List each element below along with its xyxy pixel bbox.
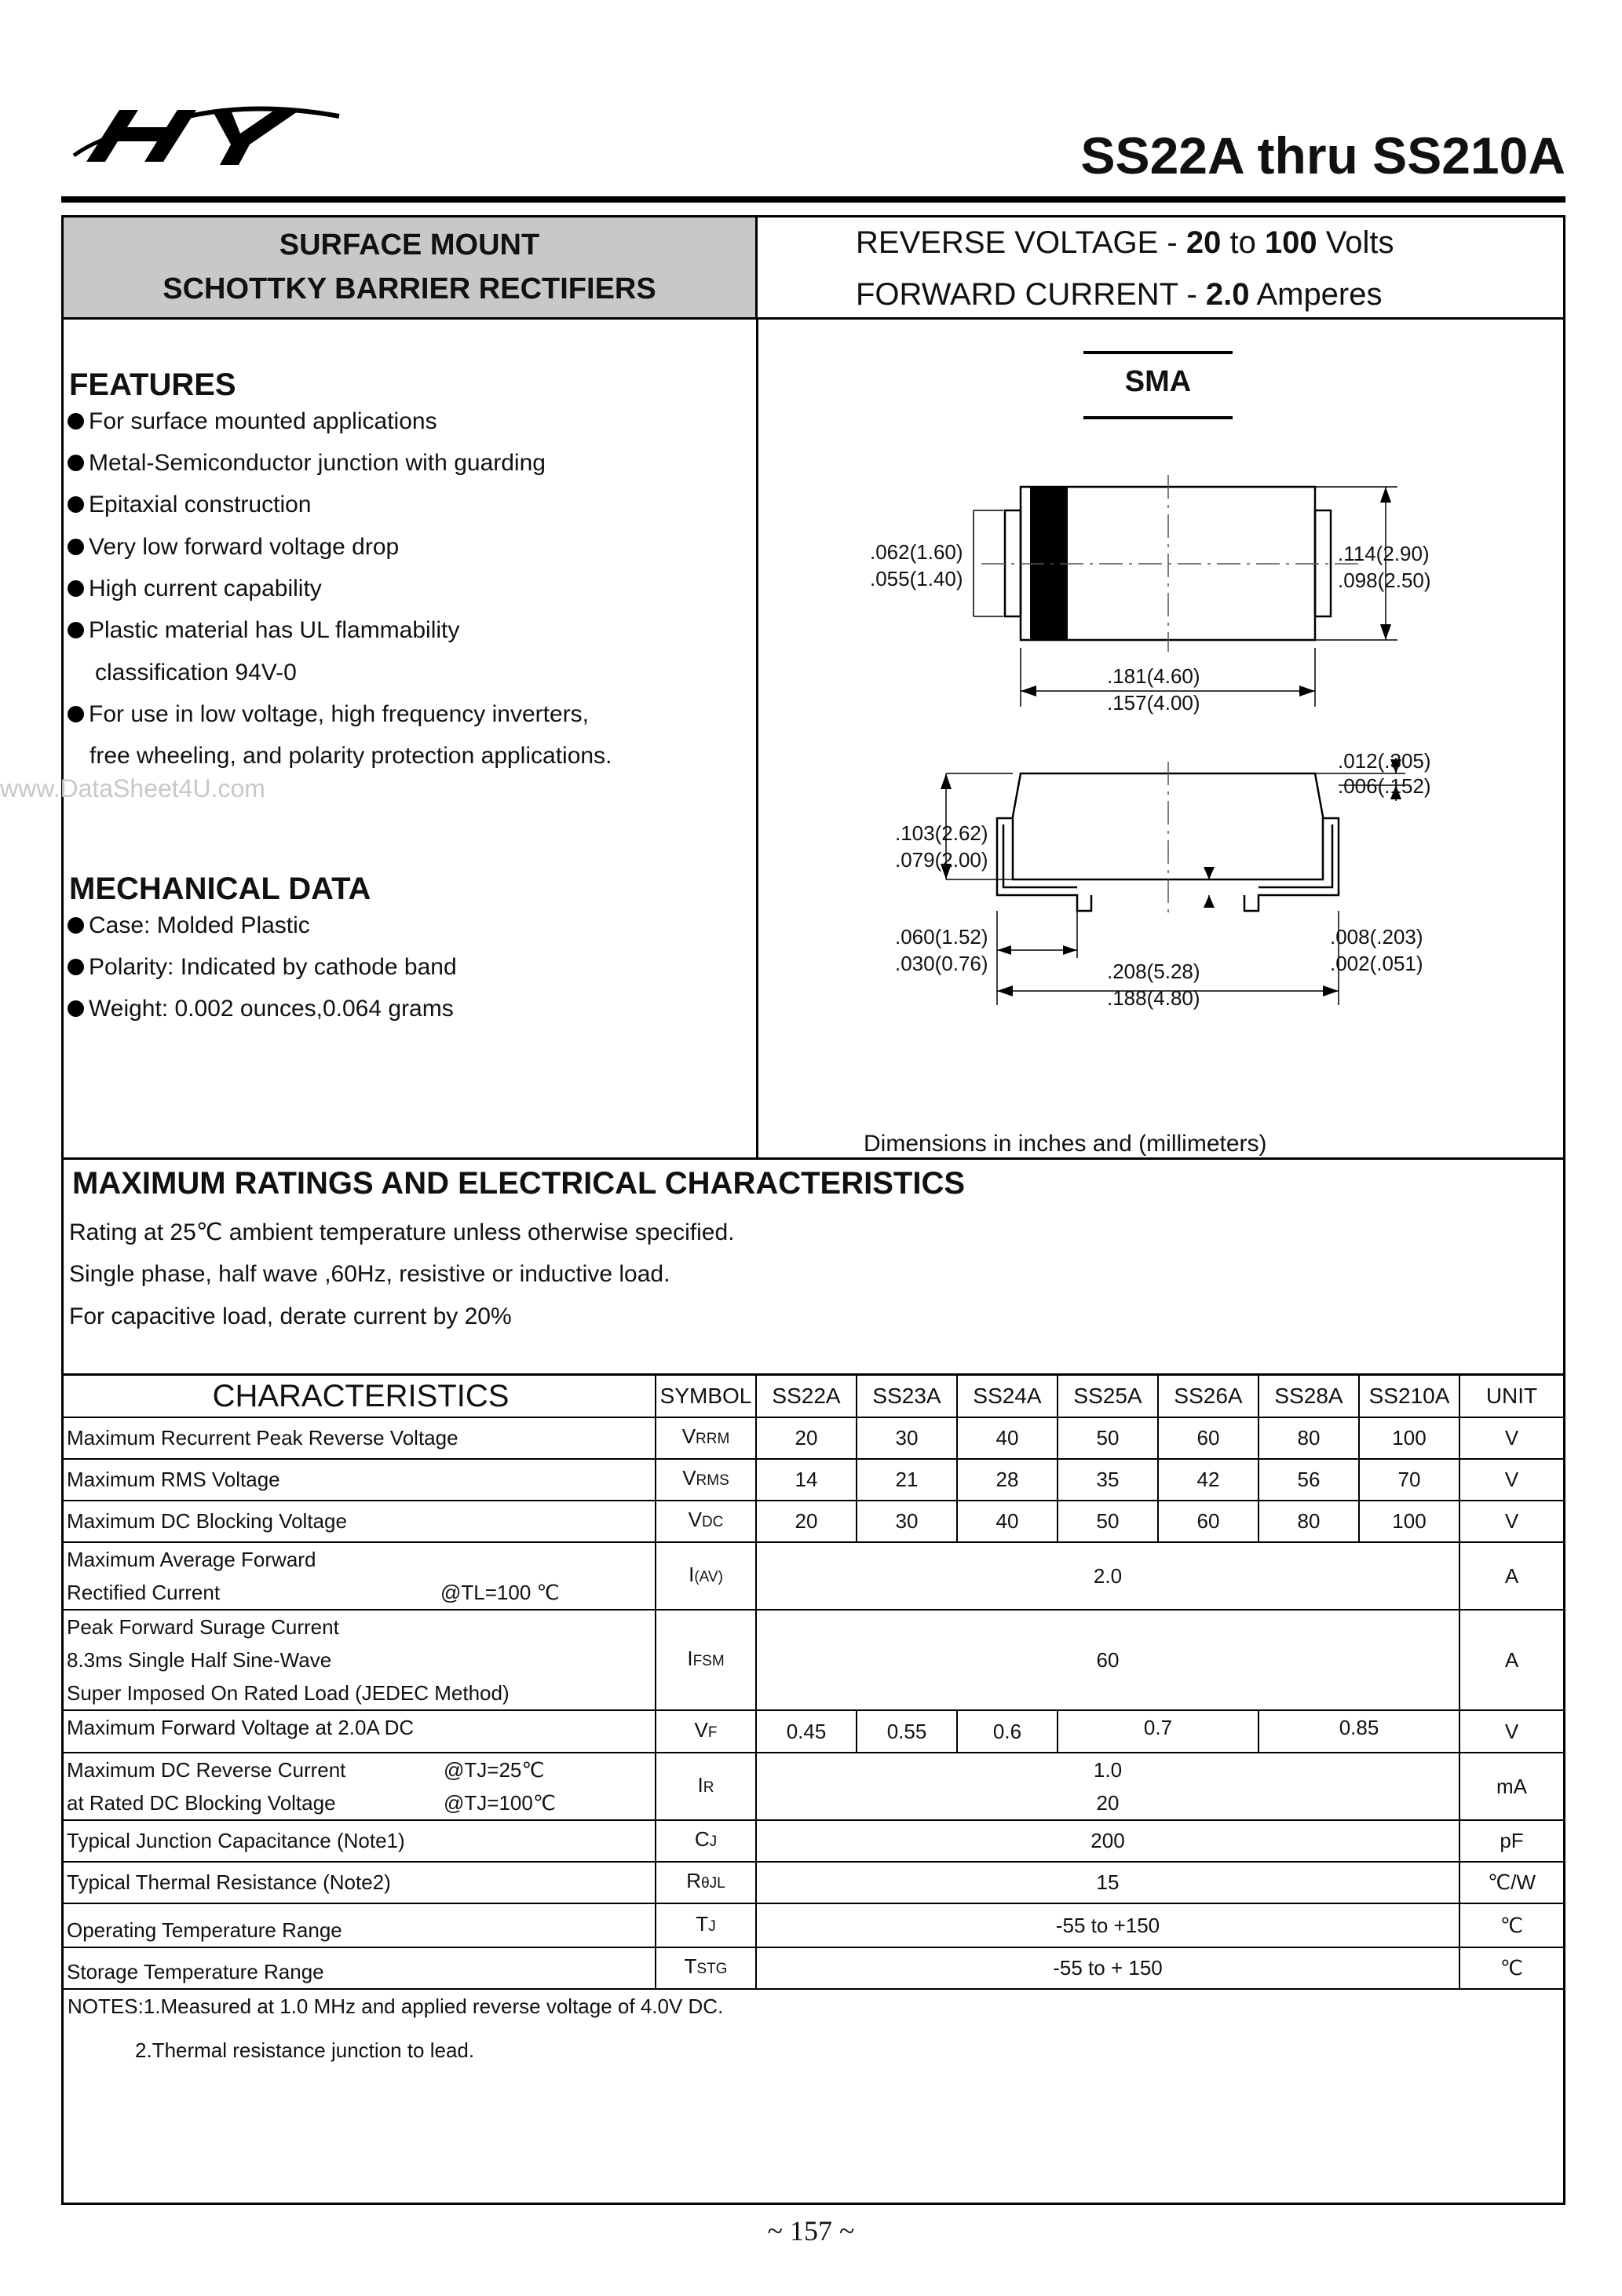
col-ss210a: SS210A bbox=[1359, 1375, 1459, 1417]
cell-value: 14 bbox=[756, 1459, 857, 1501]
bullet-icon bbox=[68, 455, 84, 471]
dim-width-min: .098(2.50) bbox=[1338, 569, 1431, 592]
row-label: Maximum Recurrent Peak Reverse Voltage bbox=[64, 1417, 656, 1459]
forward-current-summary bbox=[856, 277, 1383, 313]
reverse-voltage-max: 100 bbox=[1264, 225, 1317, 260]
row-label: Maximum Forward Voltage at 2.0A DC bbox=[64, 1710, 656, 1753]
feature-item: For surface mounted applications bbox=[68, 408, 437, 435]
feature-item: For use in low voltage, high frequency inverters, bbox=[68, 701, 589, 728]
cell-value: 0.85 bbox=[1259, 1710, 1459, 1753]
package-rule-bottom bbox=[1083, 416, 1233, 419]
col-ss28a: SS28A bbox=[1259, 1375, 1359, 1417]
reverse-voltage-label: REVERSE VOLTAGE - bbox=[856, 225, 1186, 260]
cell-value: 200 bbox=[756, 1820, 1459, 1862]
cell-value: 80 bbox=[1259, 1501, 1359, 1542]
cell-value: 60 bbox=[1158, 1417, 1259, 1459]
table-row-vf bbox=[64, 1710, 1563, 1753]
bullet-icon bbox=[68, 539, 84, 555]
dimensions-caption: Dimensions in inches and (millimeters) bbox=[864, 1131, 1267, 1157]
hy-logo bbox=[72, 101, 355, 171]
ratings-summary-box bbox=[758, 218, 1563, 320]
col-characteristics: CHARACTERISTICS bbox=[64, 1375, 656, 1417]
cell-value: 35 bbox=[1058, 1459, 1158, 1501]
row-symbol: I(AV) bbox=[656, 1542, 756, 1610]
dim-overall-length-min: .188(4.80) bbox=[1107, 986, 1200, 1010]
bullet-icon bbox=[68, 959, 84, 975]
cell-value: -55 to +150 bbox=[756, 1903, 1459, 1947]
table-header-row bbox=[64, 1375, 1563, 1417]
cell-unit: mA bbox=[1459, 1753, 1563, 1820]
cell-value: 0.45 bbox=[756, 1710, 857, 1753]
cell-value: 50 bbox=[1058, 1417, 1158, 1459]
col-ss26a: SS26A bbox=[1158, 1375, 1259, 1417]
dim-height-min: .055(1.40) bbox=[870, 567, 963, 590]
bullet-icon bbox=[68, 413, 84, 430]
dim-body-height-max: .103(2.62) bbox=[895, 821, 988, 845]
table-row-vdc bbox=[64, 1501, 1563, 1542]
page-number: ~ 157 ~ bbox=[767, 2215, 855, 2247]
forward-current-value: 2.0 bbox=[1205, 277, 1250, 312]
col-symbol: SYMBOL bbox=[656, 1375, 756, 1417]
table-row-tstg bbox=[64, 1947, 1563, 1989]
cell-value: 40 bbox=[957, 1501, 1058, 1542]
document-title: SS22A thru SS210A bbox=[1080, 126, 1565, 185]
cell-value: 50 bbox=[1058, 1501, 1158, 1542]
mechanical-item: Case: Molded Plastic bbox=[68, 912, 310, 939]
cell-unit: V bbox=[1459, 1501, 1563, 1542]
row-symbol: IFSM bbox=[656, 1610, 756, 1710]
watermark: www.DataSheet4U.com bbox=[0, 774, 265, 803]
row-label: Maximum Average Forward Rectified Current @TL=100 ℃ bbox=[64, 1542, 656, 1610]
ratings-condition: Rating at 25℃ ambient temperature unless otherwise specified. bbox=[69, 1219, 735, 1245]
ratings-condition: For capacitive load, derate current by 20% bbox=[69, 1303, 512, 1329]
note-1: NOTES:1.Measured at 1.0 MHz and applied reverse voltage of 4.0V DC. bbox=[68, 1994, 724, 2018]
package-rule-top bbox=[1083, 351, 1233, 354]
dim-length-min: .157(4.00) bbox=[1107, 691, 1200, 715]
feature-item: Metal-Semiconductor junction with guarding bbox=[68, 450, 546, 477]
reverse-voltage-to: to bbox=[1221, 225, 1265, 260]
cell-value: 30 bbox=[857, 1417, 957, 1459]
cell-unit: ℃/W bbox=[1459, 1862, 1563, 1903]
cell-unit: ℃ bbox=[1459, 1903, 1563, 1947]
header-rule bbox=[61, 196, 1565, 203]
cell-value: 42 bbox=[1158, 1459, 1259, 1501]
table-row-ifsm bbox=[64, 1610, 1563, 1710]
feature-item: Plastic material has UL flammability bbox=[68, 617, 459, 644]
dim-standoff-max: .008(.203) bbox=[1330, 925, 1423, 949]
dim-width-max: .114(2.90) bbox=[1338, 542, 1430, 565]
mechanical-heading: MECHANICAL DATA bbox=[69, 872, 371, 906]
dim-lead-thickness-min: .006(.152) bbox=[1338, 774, 1431, 798]
cell-value: 2.0 bbox=[756, 1542, 1459, 1610]
cell-value: 30 bbox=[857, 1501, 957, 1542]
row-symbol: CJ bbox=[656, 1820, 756, 1862]
column-divider bbox=[756, 320, 758, 1158]
cell-value: 70 bbox=[1359, 1459, 1459, 1501]
feature-item: High current capability bbox=[68, 576, 322, 602]
dim-lead-length-min: .030(0.76) bbox=[895, 952, 988, 975]
cell-value: 21 bbox=[857, 1459, 957, 1501]
row-symbol: VF bbox=[656, 1710, 756, 1753]
ratings-condition: Single phase, half wave ,60Hz, resistive or inductive load. bbox=[69, 1261, 670, 1287]
row-symbol: VRRM bbox=[656, 1417, 756, 1459]
dim-height-max: .062(1.60) bbox=[870, 540, 963, 564]
reverse-voltage-unit: Volts bbox=[1317, 225, 1394, 260]
dim-length-max: .181(4.60) bbox=[1107, 664, 1200, 688]
product-type-line2: SCHOTTKY BARRIER RECTIFIERS bbox=[163, 272, 656, 305]
table-row-cj bbox=[64, 1820, 1563, 1862]
col-ss24a: SS24A bbox=[957, 1375, 1058, 1417]
table-row-tj bbox=[64, 1903, 1563, 1947]
col-ss25a: SS25A bbox=[1058, 1375, 1158, 1417]
dim-standoff-min: .002(.051) bbox=[1330, 952, 1423, 975]
cell-value: 40 bbox=[957, 1417, 1058, 1459]
table-row-vrms bbox=[64, 1459, 1563, 1501]
col-ss22a: SS22A bbox=[756, 1375, 857, 1417]
cell-value: 28 bbox=[957, 1459, 1058, 1501]
package-name: SMA bbox=[1124, 365, 1192, 398]
bullet-icon bbox=[68, 622, 84, 638]
reverse-voltage-summary bbox=[856, 225, 1394, 261]
cell-value: 100 bbox=[1359, 1417, 1459, 1459]
table-row-thermal-resistance bbox=[64, 1862, 1563, 1903]
mechanical-item: Polarity: Indicated by cathode band bbox=[68, 954, 457, 981]
cell-value: 20 bbox=[756, 1501, 857, 1542]
cell-unit: ℃ bbox=[1459, 1947, 1563, 1989]
cell-value: 0.55 bbox=[857, 1710, 957, 1753]
row-label: Maximum RMS Voltage bbox=[64, 1459, 656, 1501]
row-symbol: IR bbox=[656, 1753, 756, 1820]
row-label: Peak Forward Surage Current 8.3ms Single Half Sine-Wave Super Imposed On Rated Load (JEDEC Method) bbox=[64, 1610, 656, 1710]
section-divider bbox=[64, 1157, 1563, 1160]
cell-value: 60 bbox=[756, 1610, 1459, 1710]
row-label: Maximum DC Blocking Voltage bbox=[64, 1501, 656, 1542]
feature-item-continued: free wheeling, and polarity protection applications. bbox=[90, 743, 612, 769]
forward-current-unit: Amperes bbox=[1249, 277, 1383, 312]
product-type-line1: SURFACE MOUNT bbox=[279, 229, 540, 261]
feature-item: Very low forward voltage drop bbox=[68, 534, 399, 561]
feature-item-continued: classification 94V-0 bbox=[95, 660, 297, 686]
row-label: Storage Temperature Range bbox=[64, 1947, 656, 1989]
table-row-iav bbox=[64, 1542, 1563, 1610]
features-heading: FEATURES bbox=[69, 367, 236, 402]
row-label: Maximum DC Reverse Current @TJ=25℃ at Rated DC Blocking Voltage @TJ=100℃ bbox=[64, 1753, 656, 1820]
dim-lead-length-max: .060(1.52) bbox=[895, 925, 988, 949]
row-symbol: TJ bbox=[656, 1903, 756, 1947]
cell-value: 1.0 20 bbox=[756, 1753, 1459, 1820]
dim-overall-length-max: .208(5.28) bbox=[1107, 960, 1200, 983]
cell-value: 56 bbox=[1259, 1459, 1359, 1501]
cell-value: 20 bbox=[756, 1417, 857, 1459]
table-row-ir bbox=[64, 1753, 1563, 1820]
mechanical-item: Weight: 0.002 ounces,0.064 grams bbox=[68, 996, 454, 1022]
dim-lead-thickness-max: .012(.305) bbox=[1338, 749, 1431, 773]
row-symbol: VDC bbox=[656, 1501, 756, 1542]
col-unit: UNIT bbox=[1459, 1375, 1563, 1417]
ratings-title: MAXIMUM RATINGS AND ELECTRICAL CHARACTERISTICS bbox=[72, 1166, 966, 1201]
bullet-icon bbox=[68, 917, 84, 934]
cell-value: -55 to + 150 bbox=[756, 1947, 1459, 1989]
cell-value: 100 bbox=[1359, 1501, 1459, 1542]
row-symbol: TSTG bbox=[656, 1947, 756, 1989]
row-label: Typical Thermal Resistance (Note2) bbox=[64, 1862, 656, 1903]
row-symbol: VRMS bbox=[656, 1459, 756, 1501]
forward-current-label: FORWARD CURRENT - bbox=[856, 277, 1206, 312]
bullet-icon bbox=[68, 1000, 84, 1017]
cell-value: 0.6 bbox=[957, 1710, 1058, 1753]
cell-value: 80 bbox=[1259, 1417, 1359, 1459]
table-row-vrrm bbox=[64, 1417, 1563, 1459]
row-label: Operating Temperature Range bbox=[64, 1903, 656, 1947]
cell-value: 0.7 bbox=[1058, 1710, 1259, 1753]
row-symbol: RθJL bbox=[656, 1862, 756, 1903]
dim-body-height-min: .079(2.00) bbox=[895, 848, 988, 872]
cell-value: 60 bbox=[1158, 1501, 1259, 1542]
cell-unit: V bbox=[1459, 1417, 1563, 1459]
note-2: 2.Thermal resistance junction to lead. bbox=[135, 2038, 475, 2062]
characteristics-table bbox=[64, 1373, 1563, 1990]
cell-unit: A bbox=[1459, 1610, 1563, 1710]
feature-item: Epitaxial construction bbox=[68, 492, 311, 518]
bullet-icon bbox=[68, 580, 84, 597]
row-label: Typical Junction Capacitance (Note1) bbox=[64, 1820, 656, 1862]
col-ss23a: SS23A bbox=[857, 1375, 957, 1417]
bullet-icon bbox=[68, 706, 84, 722]
reverse-voltage-min: 20 bbox=[1185, 225, 1222, 260]
cell-unit: V bbox=[1459, 1710, 1563, 1753]
cell-unit: A bbox=[1459, 1542, 1563, 1610]
cell-value: 15 bbox=[756, 1862, 1459, 1903]
cell-unit: pF bbox=[1459, 1820, 1563, 1862]
bullet-icon bbox=[68, 496, 84, 513]
product-type-box bbox=[64, 218, 758, 320]
cell-unit: V bbox=[1459, 1459, 1563, 1501]
